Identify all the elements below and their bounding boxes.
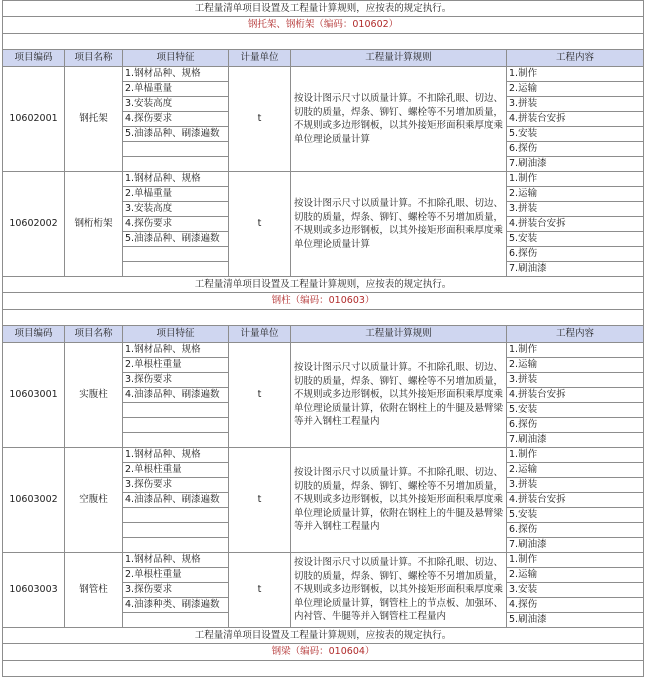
feature-cell: 5.油漆品种、刷漆遍数 xyxy=(123,232,229,247)
notice-row xyxy=(3,628,644,644)
feature-cell: 2.单榀重量 xyxy=(123,187,229,202)
work-cell: 1.制作 xyxy=(507,343,644,358)
work-cell: 1.制作 xyxy=(507,67,644,82)
unit-cell: t xyxy=(229,343,291,448)
rule-cell: 按设计图示尺寸以质量计算。不扣除孔眼、切边、切肢的质量，焊条、铆钉、螺栓等不另增加质量，不规则或多边形钢板，以其外接矩形面积乘厚度乘单位理论质量计算，钢管柱上的节点板、加强环、内衬管、牛腿等并入钢管柱工程量内 xyxy=(291,553,507,628)
feature-cell xyxy=(123,613,229,628)
header-name: 项目名称 xyxy=(65,50,123,67)
feature-cell xyxy=(123,403,229,418)
feature-cell xyxy=(123,142,229,157)
work-cell: 7.刷油漆 xyxy=(507,262,644,277)
work-cell: 6.探伤 xyxy=(507,247,644,262)
work-cell: 2.运输 xyxy=(507,568,644,583)
feature-cell: 2.单根柱重量 xyxy=(123,463,229,478)
work-cell: 1.制作 xyxy=(507,553,644,568)
work-cell: 3.安装 xyxy=(507,583,644,598)
feature-cell xyxy=(123,157,229,172)
header-features: 项目特征 xyxy=(123,50,229,67)
rule-cell: 按设计图示尺寸以质量计算。不扣除孔眼、切边、切肢的质量，焊条、铆钉、螺栓等不另增加质量，不规则或多边形钢板，以其外接矩形面积乘厚度乘单位理论质量计算，依附在钢柱上的牛腿及悬臂梁等并入钢柱工程量内 xyxy=(291,448,507,553)
notice-row xyxy=(3,277,644,293)
unit-cell: t xyxy=(229,448,291,553)
work-cell: 3.拼装 xyxy=(507,373,644,388)
feature-cell: 2.单榀重量 xyxy=(123,82,229,97)
feature-cell: 4.油漆品种、刷漆遍数 xyxy=(123,388,229,403)
item-code: 10603001 xyxy=(3,343,65,448)
feature-cell: 1.钢材品种、规格 xyxy=(123,553,229,568)
work-cell: 5.安装 xyxy=(507,127,644,142)
work-cell: 5.安装 xyxy=(507,508,644,523)
feature-cell xyxy=(123,433,229,448)
work-cell: 7.刷油漆 xyxy=(507,433,644,448)
item-name: 空腹柱 xyxy=(65,448,123,553)
header-work: 工程内容 xyxy=(507,50,644,67)
header-code: 项目编码 xyxy=(3,50,65,67)
header-features: 项目特征 xyxy=(123,326,229,343)
feature-cell xyxy=(123,523,229,538)
work-cell: 6.探伤 xyxy=(507,418,644,433)
spacer-row xyxy=(3,34,644,50)
work-cell: 2.运输 xyxy=(507,463,644,478)
feature-cell: 1.钢材品种、规格 xyxy=(123,172,229,187)
feature-cell xyxy=(123,247,229,262)
work-cell: 7.刷油漆 xyxy=(507,157,644,172)
feature-cell xyxy=(123,538,229,553)
header-work: 工程内容 xyxy=(507,326,644,343)
feature-cell xyxy=(123,418,229,433)
work-cell: 5.安装 xyxy=(507,232,644,247)
table-notice: 工程量清单项目设置及工程量计算规则，应按表的规定执行。 xyxy=(3,1,644,17)
rule-cell: 按设计图示尺寸以质量计算。不扣除孔眼、切边、切肢的质量，焊条、铆钉、螺栓等不另增加质量，不规则或多边形钢板，以其外接矩形面积乘厚度乘单位理论质量计算 xyxy=(291,172,507,277)
header-unit: 计量单位 xyxy=(229,50,291,67)
feature-cell: 3.探伤要求 xyxy=(123,373,229,388)
work-cell: 4.拼装台安拆 xyxy=(507,217,644,232)
spacer-cell xyxy=(3,310,644,326)
feature-cell: 4.探伤要求 xyxy=(123,217,229,232)
section-title: 钢托架、钢桁架（编码：010602） xyxy=(3,17,644,34)
table-notice: 工程量清单项目设置及工程量计算规则，应按表的规定执行。 xyxy=(3,628,644,644)
spacer-row xyxy=(3,661,644,677)
feature-cell: 4.油漆品种、刷漆遍数 xyxy=(123,493,229,508)
feature-cell: 3.探伤要求 xyxy=(123,583,229,598)
table-row xyxy=(3,343,644,358)
header-rule: 工程量计算规则 xyxy=(291,50,507,67)
header-rule: 工程量计算规则 xyxy=(291,326,507,343)
work-cell: 5.刷油漆 xyxy=(507,613,644,628)
work-cell: 5.安装 xyxy=(507,403,644,418)
rule-cell: 按设计图示尺寸以质量计算。不扣除孔眼、切边、切肢的质量，焊条、铆钉、螺栓等不另增加质量，不规则或多边形钢板，以其外接矩形面积乘厚度乘单位理论质量计算 xyxy=(291,67,507,172)
item-name: 钢管柱 xyxy=(65,553,123,628)
feature-cell: 1.钢材品种、规格 xyxy=(123,67,229,82)
table-notice: 工程量清单项目设置及工程量计算规则，应按表的规定执行。 xyxy=(3,277,644,293)
work-cell: 4.探伤 xyxy=(507,598,644,613)
feature-cell: 2.单根柱重量 xyxy=(123,568,229,583)
table-row xyxy=(3,67,644,82)
work-cell: 7.刷油漆 xyxy=(507,538,644,553)
feature-cell: 3.探伤要求 xyxy=(123,478,229,493)
unit-cell: t xyxy=(229,67,291,172)
work-cell: 3.拼装 xyxy=(507,97,644,112)
feature-cell: 1.钢材品种、规格 xyxy=(123,448,229,463)
item-name: 实腹柱 xyxy=(65,343,123,448)
feature-cell xyxy=(123,262,229,277)
item-code: 10603002 xyxy=(3,448,65,553)
feature-cell: 4.探伤要求 xyxy=(123,112,229,127)
feature-cell xyxy=(123,508,229,523)
work-cell: 1.制作 xyxy=(507,448,644,463)
work-cell: 6.探伤 xyxy=(507,523,644,538)
unit-cell: t xyxy=(229,172,291,277)
table-row xyxy=(3,448,644,463)
item-name: 钢托架 xyxy=(65,67,123,172)
table-row xyxy=(3,172,644,187)
steel-works-table xyxy=(2,0,644,677)
item-code: 10602002 xyxy=(3,172,65,277)
work-cell: 3.拼装 xyxy=(507,478,644,493)
work-cell: 2.运输 xyxy=(507,82,644,97)
header-unit: 计量单位 xyxy=(229,326,291,343)
feature-cell: 5.油漆品种、刷漆遍数 xyxy=(123,127,229,142)
work-cell: 3.拼装 xyxy=(507,202,644,217)
feature-cell: 1.钢材品种、规格 xyxy=(123,343,229,358)
table-row xyxy=(3,553,644,568)
work-cell: 4.拼装台安拆 xyxy=(507,388,644,403)
section-title: 钢柱（编码：010603） xyxy=(3,293,644,310)
notice-row xyxy=(3,1,644,17)
rule-cell: 按设计图示尺寸以质量计算。不扣除孔眼、切边、切肢的质量，焊条、铆钉、螺栓等不另增加质量，不规则或多边形钢板，以其外接矩形面积乘厚度乘单位理论质量计算，依附在钢柱上的牛腿及悬臂梁等并入钢柱工程量内 xyxy=(291,343,507,448)
item-code: 10602001 xyxy=(3,67,65,172)
feature-cell: 3.安装高度 xyxy=(123,97,229,112)
section-row xyxy=(3,293,644,310)
work-cell: 2.运输 xyxy=(507,187,644,202)
header-code: 项目编码 xyxy=(3,326,65,343)
work-cell: 6.探伤 xyxy=(507,142,644,157)
work-cell: 2.运输 xyxy=(507,358,644,373)
section-row xyxy=(3,644,644,661)
unit-cell: t xyxy=(229,553,291,628)
spacer-cell xyxy=(3,34,644,50)
work-cell: 1.制作 xyxy=(507,172,644,187)
spacer-cell xyxy=(3,661,644,677)
feature-cell: 2.单根柱重量 xyxy=(123,358,229,373)
item-name: 钢桁桁架 xyxy=(65,172,123,277)
header-name: 项目名称 xyxy=(65,326,123,343)
header-row xyxy=(3,326,644,343)
item-code: 10603003 xyxy=(3,553,65,628)
header-row xyxy=(3,50,644,67)
work-cell: 4.拼装台安拆 xyxy=(507,493,644,508)
section-title: 钢梁（编码：010604） xyxy=(3,644,644,661)
spacer-row xyxy=(3,310,644,326)
work-cell: 4.拼装台安拆 xyxy=(507,112,644,127)
feature-cell: 3.安装高度 xyxy=(123,202,229,217)
feature-cell: 4.油漆种类、刷漆遍数 xyxy=(123,598,229,613)
section-row xyxy=(3,17,644,34)
